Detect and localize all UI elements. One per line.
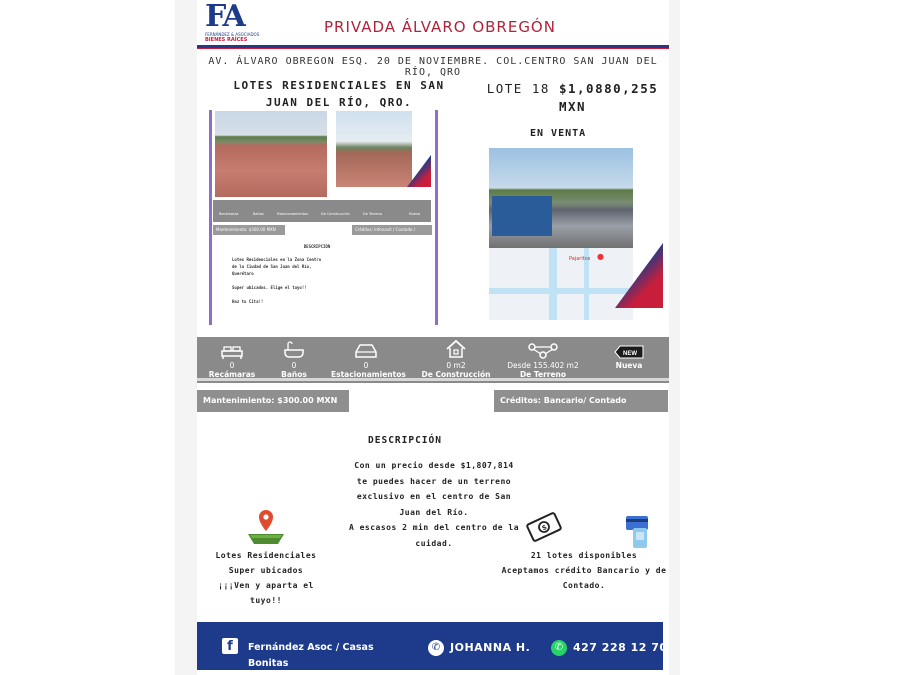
- company-logo: [205, 0, 260, 46]
- right-feature-text: [496, 548, 672, 593]
- feature-construction: [421, 339, 491, 379]
- left-feature-text: [210, 548, 322, 608]
- mini-desc-spacer: [232, 277, 402, 284]
- map-road: [549, 248, 557, 320]
- feature-bedrooms: [197, 339, 267, 379]
- feature-label: De Construcción: [421, 370, 491, 379]
- lot-number: 18: [531, 81, 550, 96]
- mini-feature-label: Estacionamientos: [277, 212, 309, 216]
- left-feature-line: Super ubicados: [228, 566, 304, 575]
- phone-number[interactable]: 427 228 12 70: [573, 641, 668, 654]
- map-pin-icon: ●: [597, 252, 604, 261]
- mini-credit-box: Créditos: Infonavit / Contado / Bancario: [352, 225, 432, 235]
- description-line: Con un precio desde $1,807,814: [354, 461, 514, 470]
- sale-status: EN VENTA: [530, 128, 587, 139]
- logo-subline: FERNÁNDEZ & ASOCIADOS: [205, 32, 260, 37]
- right-feature-line: 21 lotes disponibles: [530, 551, 638, 560]
- svg-text:$: $: [541, 524, 548, 533]
- lot-photo-2: [336, 111, 412, 187]
- feature-value: 0: [229, 361, 235, 370]
- feature-parking: [331, 339, 406, 379]
- mini-description: [232, 243, 402, 305]
- right-feature-line: Aceptamos crédito Bancario y de: [501, 566, 667, 575]
- street-view-building: [492, 196, 552, 236]
- header-divider-accent: [197, 48, 669, 49]
- mini-desc-line: Super ubicados. Elige el tuyo!!: [232, 285, 307, 290]
- mini-desc-line: Querétaro: [232, 271, 254, 276]
- mini-feature-label: Nueva: [409, 212, 421, 216]
- feature-value: 0: [363, 361, 369, 370]
- house-icon: [421, 339, 491, 359]
- feature-label: Recámaras: [208, 370, 256, 379]
- map-road: [489, 288, 633, 294]
- address-line: AV. ÁLVARO OBREGON ESQ. 20 DE NOVIEMBRE. COL.CENTRO SAN JUAN DEL RÍO, QRO: [208, 56, 658, 78]
- bed-icon: [197, 339, 267, 359]
- mini-desc-spacer: [232, 291, 402, 298]
- location-map: [489, 248, 633, 320]
- mini-feature-label: Baños: [253, 212, 264, 216]
- logo-letters: FA: [205, 0, 244, 34]
- feature-bathrooms: [259, 339, 329, 379]
- whatsapp-icon[interactable]: ✆: [551, 640, 567, 656]
- mini-flyer-border-left: [209, 110, 212, 325]
- feature-value: Desde 155.402 m2: [507, 361, 579, 370]
- description-line: exclusivo en el centro de San: [356, 492, 512, 501]
- maintenance-box: Mantenimiento: $300.00 MXN: [197, 390, 349, 412]
- feature-label: Nueva: [615, 361, 643, 370]
- description-line: Juan del Río.: [399, 507, 469, 517]
- mini-maintenance-box: Mantenimiento: $300.00 MXN: [213, 225, 285, 235]
- page-title: PRIVADA ÁLVARO OBREGÓN: [324, 18, 556, 36]
- description-line: te puedes hacer de un terreno: [356, 476, 512, 486]
- facebook-icon[interactable]: f: [222, 638, 238, 654]
- mini-desc-line: Haz tu Cita!!: [232, 299, 264, 304]
- feature-label: Baños: [281, 370, 307, 379]
- agent-name: JOHANNA H.: [450, 641, 531, 654]
- credit-box: Créditos: Bancario/ Contado: [494, 390, 668, 412]
- description-heading: DESCRIPCIÓN: [368, 435, 442, 446]
- mini-feature-label: Recámaras: [219, 212, 239, 216]
- description-line: cuidad.: [415, 538, 453, 548]
- description-text: [345, 458, 523, 551]
- feature-value: 0: [291, 361, 297, 370]
- lot-photo-1: [215, 111, 327, 197]
- feature-label: Estacionamientos: [331, 370, 406, 379]
- land-icon: [503, 339, 583, 359]
- mini-feature-label: De Terreno: [363, 212, 382, 216]
- left-feature-line: ¡¡¡Ven y aparta el tuyo!!: [218, 581, 314, 605]
- listing-heading: LOTES RESIDENCIALES EN SAN JUAN DEL RÍO, QRO.: [233, 79, 445, 109]
- feature-land: [503, 339, 583, 379]
- mini-desc-heading: DESCRIPCIÓN: [303, 244, 331, 249]
- bathtub-icon: [259, 339, 329, 359]
- price: $1,0880,255 MXN: [558, 81, 659, 114]
- mini-desc-line: de la Ciudad de San Juan del Río,: [232, 264, 312, 269]
- mini-desc-line: Lotes Residenciales en la Zona Centro: [232, 257, 322, 262]
- logo-brand: BIENES RAÍCES: [205, 37, 248, 43]
- feature-new: [594, 339, 664, 370]
- feature-label: De Terreno: [519, 370, 567, 379]
- phone-icon: ✆: [428, 640, 444, 656]
- facebook-page-link[interactable]: Fernández Asoc / Casas Bonitas: [248, 642, 374, 669]
- right-feature-line: Contado.: [562, 581, 606, 590]
- map-place-label: Pajaritos: [569, 256, 591, 262]
- mini-feature-label: De Construcción: [321, 212, 350, 216]
- mini-flyer-border-right: [435, 110, 438, 325]
- lot-label: LOTE: [486, 81, 523, 96]
- left-feature-line: Lotes Residenciales: [215, 551, 317, 560]
- description-line: A escasos 2 min del centro de la: [348, 523, 520, 532]
- feature-value: 0 m2: [446, 361, 466, 370]
- svg-text:NEW: NEW: [623, 351, 637, 357]
- money-icon: [524, 510, 564, 544]
- new-tag-icon: [594, 339, 664, 359]
- credit-card-icon: [624, 514, 654, 550]
- lot-price: [485, 80, 660, 116]
- car-icon: [331, 339, 401, 359]
- mini-feature-bar: [213, 200, 431, 222]
- map-pin-icon: [248, 508, 284, 546]
